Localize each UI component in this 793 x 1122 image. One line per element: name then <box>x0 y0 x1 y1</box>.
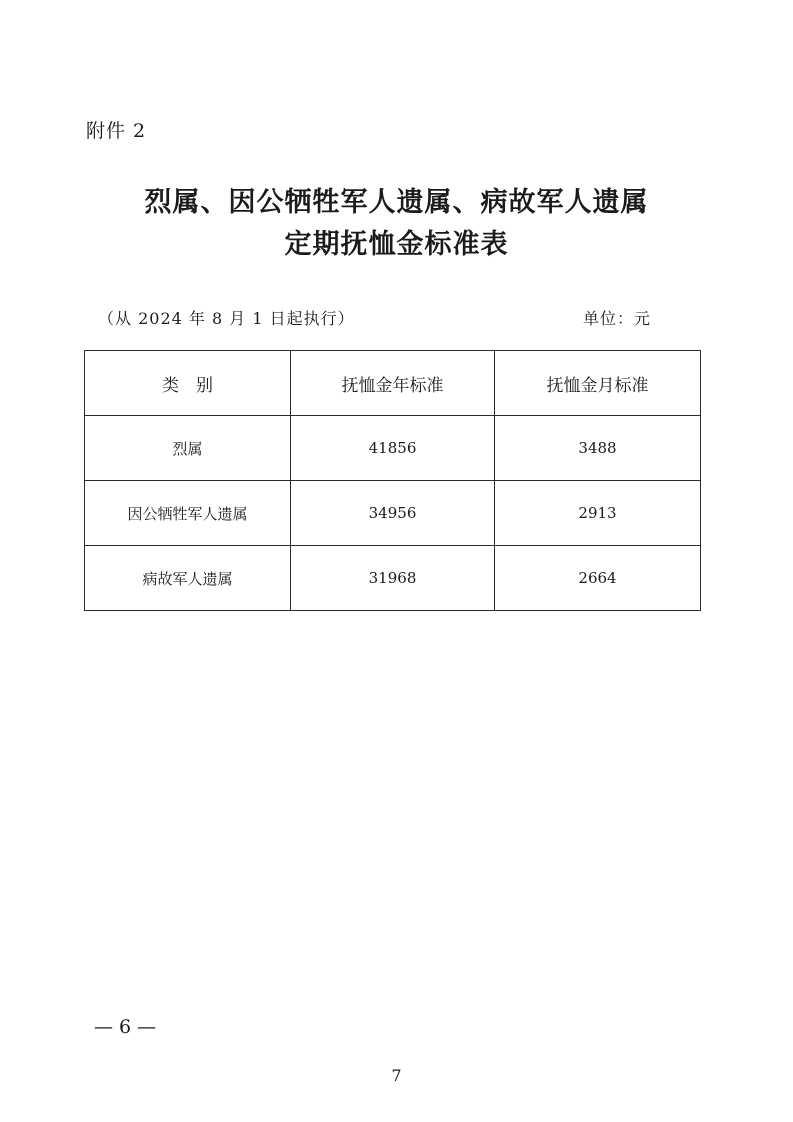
pension-standards-table <box>84 350 701 611</box>
attachment-label: 附件 2 <box>86 120 147 142</box>
table-row <box>85 481 701 546</box>
row-annual-standard: 34956 <box>291 481 495 546</box>
row-annual-standard: 41856 <box>291 416 495 481</box>
unit-note: 单位：元 <box>582 309 651 328</box>
document-title-line-2: 定期抚恤金标准表 <box>284 229 509 260</box>
row-annual-standard: 31968 <box>291 546 495 611</box>
row-category: 病故军人遗属 <box>85 546 291 611</box>
header-annual-standard: 抚恤金年标准 <box>291 351 495 416</box>
row-monthly-standard: 2913 <box>495 481 701 546</box>
table-row <box>85 416 701 481</box>
row-category: 因公牺牲军人遗属 <box>85 481 291 546</box>
row-monthly-standard: 3488 <box>495 416 701 481</box>
header-monthly-standard: 抚恤金月标准 <box>495 351 701 416</box>
table-header-row <box>85 351 701 416</box>
row-monthly-standard: 2664 <box>495 546 701 611</box>
header-category: 类 别 <box>85 351 291 416</box>
effective-date-note: （从 2024 年 8 月 1 日起执行） <box>98 309 355 328</box>
page-marker: — 6 — <box>94 1016 157 1038</box>
table-row <box>85 546 701 611</box>
row-category: 烈属 <box>85 416 291 481</box>
document-title-line-1: 烈属、因公牺牲军人遗属、病故军人遗属 <box>144 187 649 218</box>
page-number: 7 <box>391 1066 402 1085</box>
